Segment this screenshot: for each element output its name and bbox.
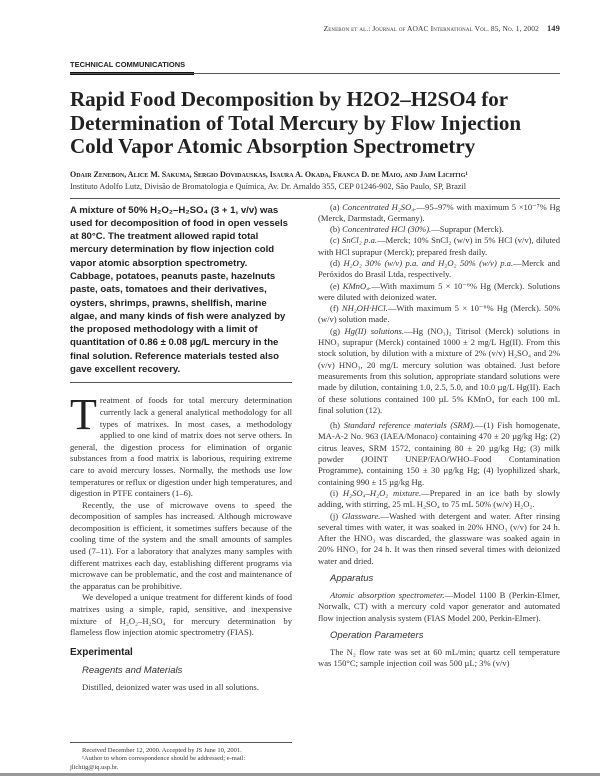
item-text: —95–97% with maximum 5 ×10⁻⁷% Hg (Merck, Darmstadt, Germany). [318,201,560,223]
item-name: Standard reference materials (SRM). [343,420,475,431]
author-list: Odair Zenebon, Alice M. Sakuma, Sergio Dovidauskas, Isaura A. Okada, Franca D. de Maio, and Jaim Lichtig¹ [70,169,468,179]
footnotes [70,747,292,773]
right-column [318,199,560,773]
item-text: —With maximum 5 × 10⁻⁶% Hg (Merck). Solutions were diluted with deionized water. [318,280,560,302]
section-tag: TECHNICAL COMMUNICATIONS [70,60,186,69]
intro-paragraph-2: Recently, the use of microwave ovens to speed the decomposition of samples has increased. Although microwave decomposition is efficient, it sometimes suffers because of the cooling time of the system and the small amounts of samples used (7–11). For a laboratory that analyzes many samples with different matrixes each day, establishing different programs via microwave can be problematic, and the cost and maintenance of the apparatus can be prohibitive. [70,499,292,591]
operation-paragraph: The N₂ flow rate was set at 60 mL/min; quartz cell temperature was 150°C; sample injection coil was 500 µL; 3% (v/v) [318,646,560,669]
intro-paragraph-3: We developed a unique treatment for different kinds of food matrixes using a simple, rapid, sensitive, and inexpensive mixture of H₂O₂–H₂SO₄ for mercury determination by flameless flow injection atomic spectrometry (FIAS). [70,592,292,638]
intro-paragraph-1 [70,390,292,499]
abstract-rule [70,382,292,383]
page-number: 149 [546,23,560,33]
item-name: SnCl₂ p.a. [342,235,378,246]
abstract: A mixture of 50% H₂O₂–H₂SO₄ (3 + 1, v/v) was used for decomposition of food in open vessels at 80°C. The treatment allowed rapid total mercury determination by flow injection cold vapor atomic absorption spectrometry. Cabbage, potatoes, peanuts paste, hazelnuts paste, oats, tomatoes and their derivatives, oysters, shrimps, prawns, shellfish, marine algae, and many kinds of fish were analyzed by the proposed methodology with a limit of quantitation of 0.86 ± 0.08 µg/L mercury in the final solution. Reference materials tested also gave excellent recovery. [70,204,289,376]
paragraph-text: reatment of foods for total mercury determination currently lack a general analytical methodology for all types of matrixes. In most cases, a methodology applied to one kind of matrix does not serve others. In general, the digestion process for elimination of organic substances from a food matrix is laborious, requiring extreme care to avoid mercury losses. Normally, the methods use low temperatures or reflux or digestion under high temperatures, and digestion in PTFE containers (1–6). [70,395,292,499]
reagent-d [318,258,560,281]
article-title: Rapid Food Decomposition by H2O2–H2SO4 for Determination of Total Mercury by Flow Injection Cold Vapor Atomic Absorption Spectrometry [70,87,522,158]
article-body [70,88,560,772]
heading-operation-parameters: Operation Parameters [330,629,424,641]
item-text: —Suprapur (Merck). [431,224,504,235]
header-rule [70,73,560,74]
dropcap: T [70,390,97,440]
reagent-f [318,303,560,326]
item-text: —Hg (NO₃)₂ Titrisol (Merck) solutions in HNO₃ suprapur (Merck) contained 1000 ± 2 mg/L Hg(II). From this stock solution, by dilution with a mixture of 2% (v/v) H₂SO₄ and 2% (v/v) HNO₃, 20 mg/L mercury solution was obtained. Just before measurements from this solution, appropriate standard solutions were made by dilution, containing 1.0, 2.5, 5.0, and 10.0 µg/L Hg(II). Each of these solutions contained 100 µL 5% KMnO₄ for each 100 mL final solution (12). [318,325,560,415]
reagent-i [318,488,560,511]
two-column-layout [70,199,560,773]
item-name: H₂O₂ 30% (w/v) p.a. and H₂O₂ 50% (w/v) p.a. [343,257,514,268]
item-text: —(1) Fish homogenate, MA-A-2 No. 963 (IAEA/Monaco) containing 470 ± 20 µg/kg Hg; (2) citrus leaves, SRM 1572, containing 80 ± 20 µg/kg Hg; (3) milk powder (JOINT UNEP/FAO/WHO–Food Contamination Programme), containing 150 ± 30 µg/kg Hg; (4) lyophilized shark, containing 990 ± 15 µg/kg Hg. [318,420,560,487]
item-name: Glassware. [341,510,381,521]
footnote-rule [70,742,292,743]
item-label: (e) [330,280,343,291]
reagent-c [318,235,560,258]
item-text: —Merck; 10% SnCl₂ (w/v) in 5% HCl (v/v), diluted with HCl suprapur (Merck); prepared fresh daily. [318,235,560,257]
item-text: —With maximum 5 × 10⁻⁶% Hg (Merck). 50% (w/v) solution made. [318,303,560,325]
item-label: (a) [330,201,343,212]
apparatus-paragraph [318,590,560,624]
journal-citation: Zenebon et al.: Journal of AOAC International Vol. 85, No. 1, 2002 [323,24,539,33]
reagent-b [318,224,560,235]
item-text: —Prepared in an ice bath by slowly adding, with stirring, 25 mL H₂SO₄ to 75 mL 50% (w/v) H₂O₂. [318,487,560,510]
reagent-g [318,326,560,416]
item-label: (j) [330,510,342,521]
running-header [324,23,560,33]
item-name: Hg(II) solutions. [344,325,404,336]
heading-experimental: Experimental [70,646,133,658]
reagents-paragraph: Distilled, deionized water was used in all solutions. [82,681,259,692]
footnotes-block [70,732,292,773]
item-text: —Washed with detergent and water. After rinsing several times with water, it was soaked in 20% HNO₃ (v/v) for 24 h. After the HNO₃ was discarded, the glassware was soaked again in 20% HNO₃ for 24 h. It was then rinsed several times with deionized water and dried. [318,510,560,566]
affiliation: Instituto Adolfo Lutz, Divisão de Bromatologia e Química, Av. Dr. Arnaldo 355, CEP 01246-902, São Paulo, SP, Brazil [70,181,467,191]
heading-reagents: Reagents and Materials [82,664,183,676]
reagent-h [318,420,560,488]
left-column-text [70,390,292,693]
item-label: (h) [330,420,344,431]
item-name: H₂SO₄–H₂O₂ mixture. [342,487,422,498]
item-label: (f) [330,303,342,314]
left-column [70,199,292,773]
item-name: Atomic absorption spectrometer. [330,590,445,600]
item-text: —Model 1100 B (Perkin-Elmer, Norwalk, CT) with a mercury cold vapor generator and automated flow injection analysis system (FIAS Model 200, Perkin-Elmer). [318,590,560,623]
item-label: (b) [330,224,343,235]
item-text: —Merck and Peróxidos do Brasil Ltda, respectively. [318,257,560,280]
received-note: Received December 12, 2000. Accepted by JS June 10, 2001. [82,746,242,754]
correspondence-note: ¹Author to whom correspondence should be addressed; e-mail: jlichtig@iq.usp.br. [70,755,246,771]
heading-apparatus: Apparatus [330,573,374,584]
item-name: NH₂OH·HCl. [341,303,388,314]
item-label: (c) [330,235,343,246]
item-name: KMnO₄. [342,280,372,291]
reagent-j [318,511,560,567]
item-name: Concentrated H₂SO₄. [342,201,417,212]
item-label: (g) [330,325,345,336]
reagent-a [318,202,560,225]
item-label: (d) [330,257,344,268]
item-label: (i) [330,487,343,498]
reagent-e [318,281,560,304]
item-name: Concentrated HCl (30%). [342,224,432,235]
